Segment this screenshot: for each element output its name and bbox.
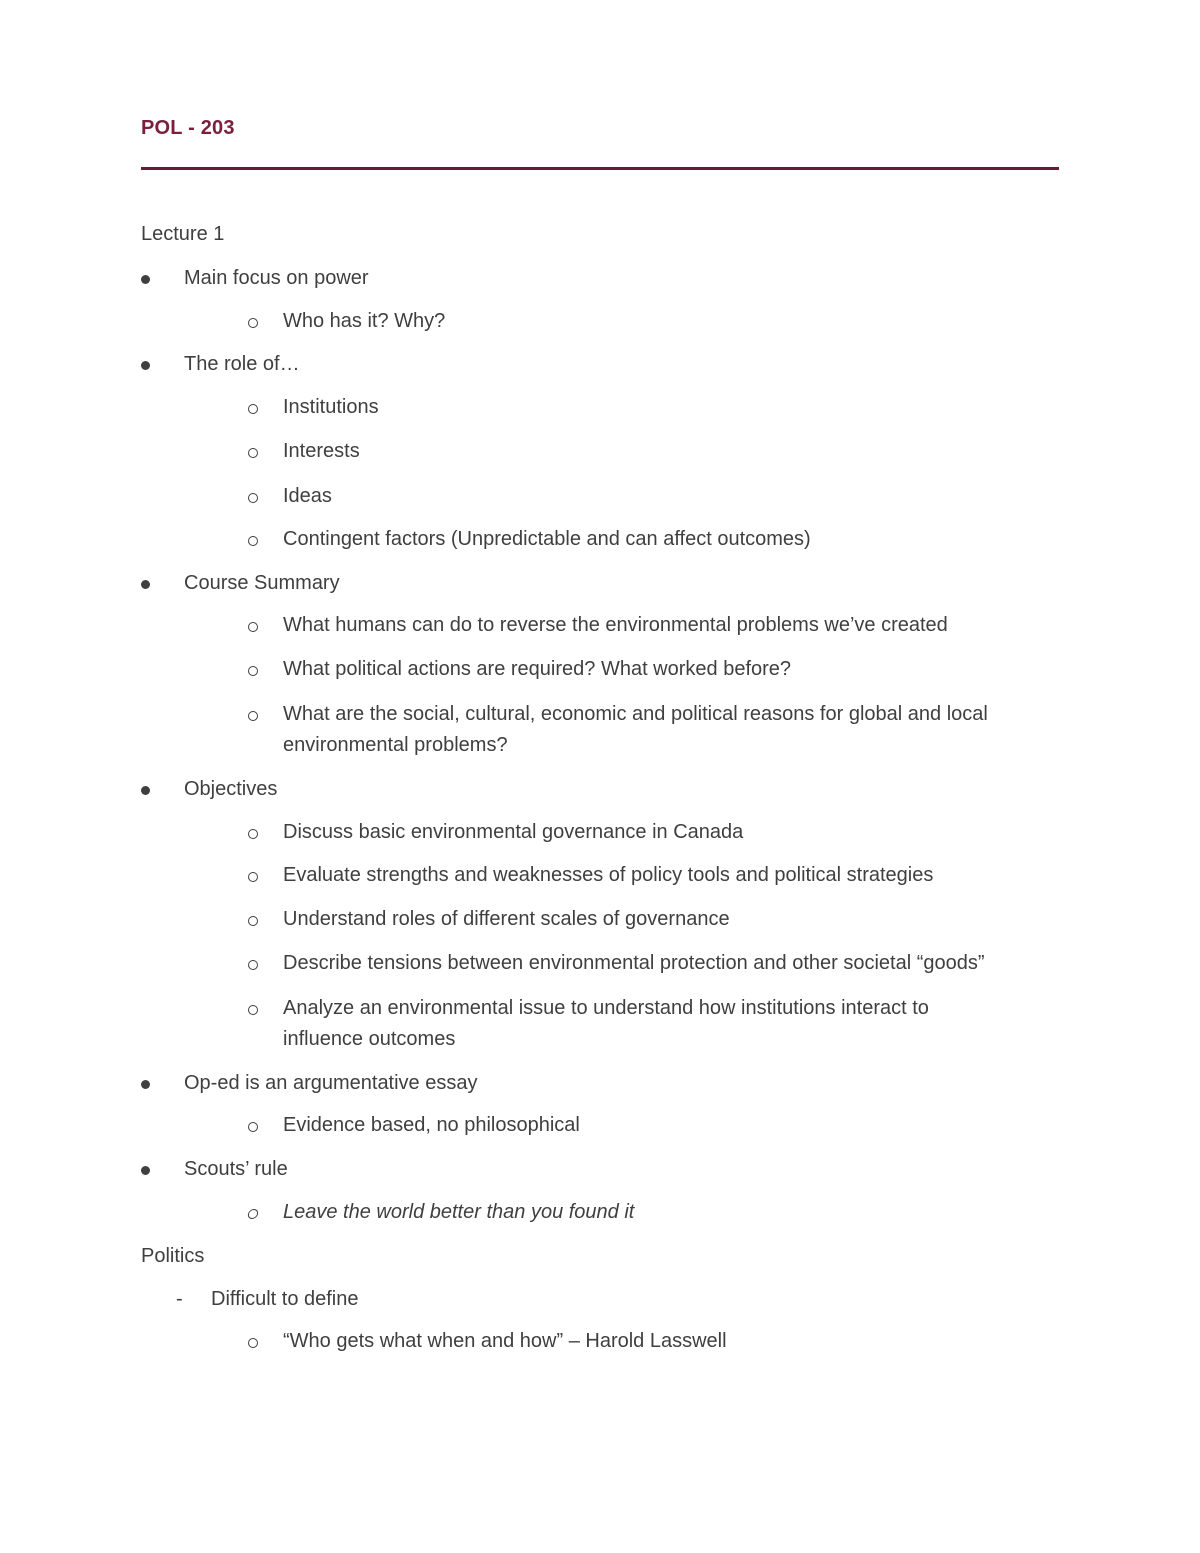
bullet-icon (141, 786, 150, 795)
circle-bullet-icon (248, 829, 258, 839)
sub-list-item: Evidence based, no philosophical (283, 1114, 580, 1136)
circle-bullet-icon (248, 872, 258, 882)
circle-bullet-icon (248, 622, 258, 632)
circle-bullet-icon (248, 711, 258, 721)
sub-list-item: Contingent factors (Unpredictable and can affect outcomes) (283, 528, 811, 550)
list-item: Scouts’ rule (184, 1158, 288, 1180)
sub-list-item: Who has it? Why? (283, 310, 446, 332)
list-item: Main focus on power (184, 267, 369, 289)
circle-bullet-icon (248, 1005, 258, 1015)
circle-bullet-icon (247, 1209, 259, 1219)
sub-list-item: Understand roles of different scales of governance (283, 908, 730, 930)
sub-list-item: What political actions are required? What worked before? (283, 658, 792, 680)
sub-list-item: Discuss basic environmental governance in Canada (283, 821, 744, 843)
sub-list-item: Interests (283, 440, 360, 462)
sub-list-item: “Who gets what when and how” – Harold Lasswell (283, 1330, 727, 1352)
sub-list-item: What humans can do to reverse the environmental problems we’ve created (283, 614, 948, 636)
circle-bullet-icon (248, 448, 258, 458)
sub-list-item-continuation: influence outcomes (283, 1028, 456, 1050)
sub-list-item: What are the social, cultural, economic and political reasons for global and local (283, 703, 988, 725)
bullet-icon (141, 361, 150, 370)
title-divider (141, 167, 1059, 170)
sub-list-item: Ideas (283, 485, 332, 507)
sub-list-item: Evaluate strengths and weaknesses of policy tools and political strategies (283, 864, 934, 886)
sub-list-item: Describe tensions between environmental protection and other societal “goods” (283, 952, 985, 974)
bullet-icon (141, 580, 150, 589)
dash-bullet-icon: - (176, 1288, 183, 1310)
lecture-heading: Lecture 1 (141, 223, 225, 245)
sub-list-item: Leave the world better than you found it (283, 1201, 635, 1223)
list-item: Course Summary (184, 572, 340, 594)
sub-list-item: Institutions (283, 396, 379, 418)
circle-bullet-icon (248, 1122, 258, 1132)
bullet-icon (141, 1080, 150, 1089)
circle-bullet-icon (248, 318, 258, 328)
circle-bullet-icon (248, 666, 258, 676)
list-item: Op-ed is an argumentative essay (184, 1072, 478, 1094)
sub-list-item: Analyze an environmental issue to understand how institutions interact to (283, 997, 929, 1019)
circle-bullet-icon (248, 1338, 258, 1348)
section-heading-politics: Politics (141, 1245, 205, 1267)
circle-bullet-icon (248, 916, 258, 926)
bullet-icon (141, 275, 150, 284)
list-item: Difficult to define (211, 1288, 359, 1310)
list-item: Objectives (184, 778, 278, 800)
list-item: The role of… (184, 353, 300, 375)
bullet-icon (141, 1166, 150, 1175)
document-title: POL - 203 (141, 117, 235, 139)
circle-bullet-icon (248, 493, 258, 503)
circle-bullet-icon (248, 404, 258, 414)
circle-bullet-icon (248, 536, 258, 546)
circle-bullet-icon (248, 960, 258, 970)
sub-list-item-continuation: environmental problems? (283, 734, 508, 756)
